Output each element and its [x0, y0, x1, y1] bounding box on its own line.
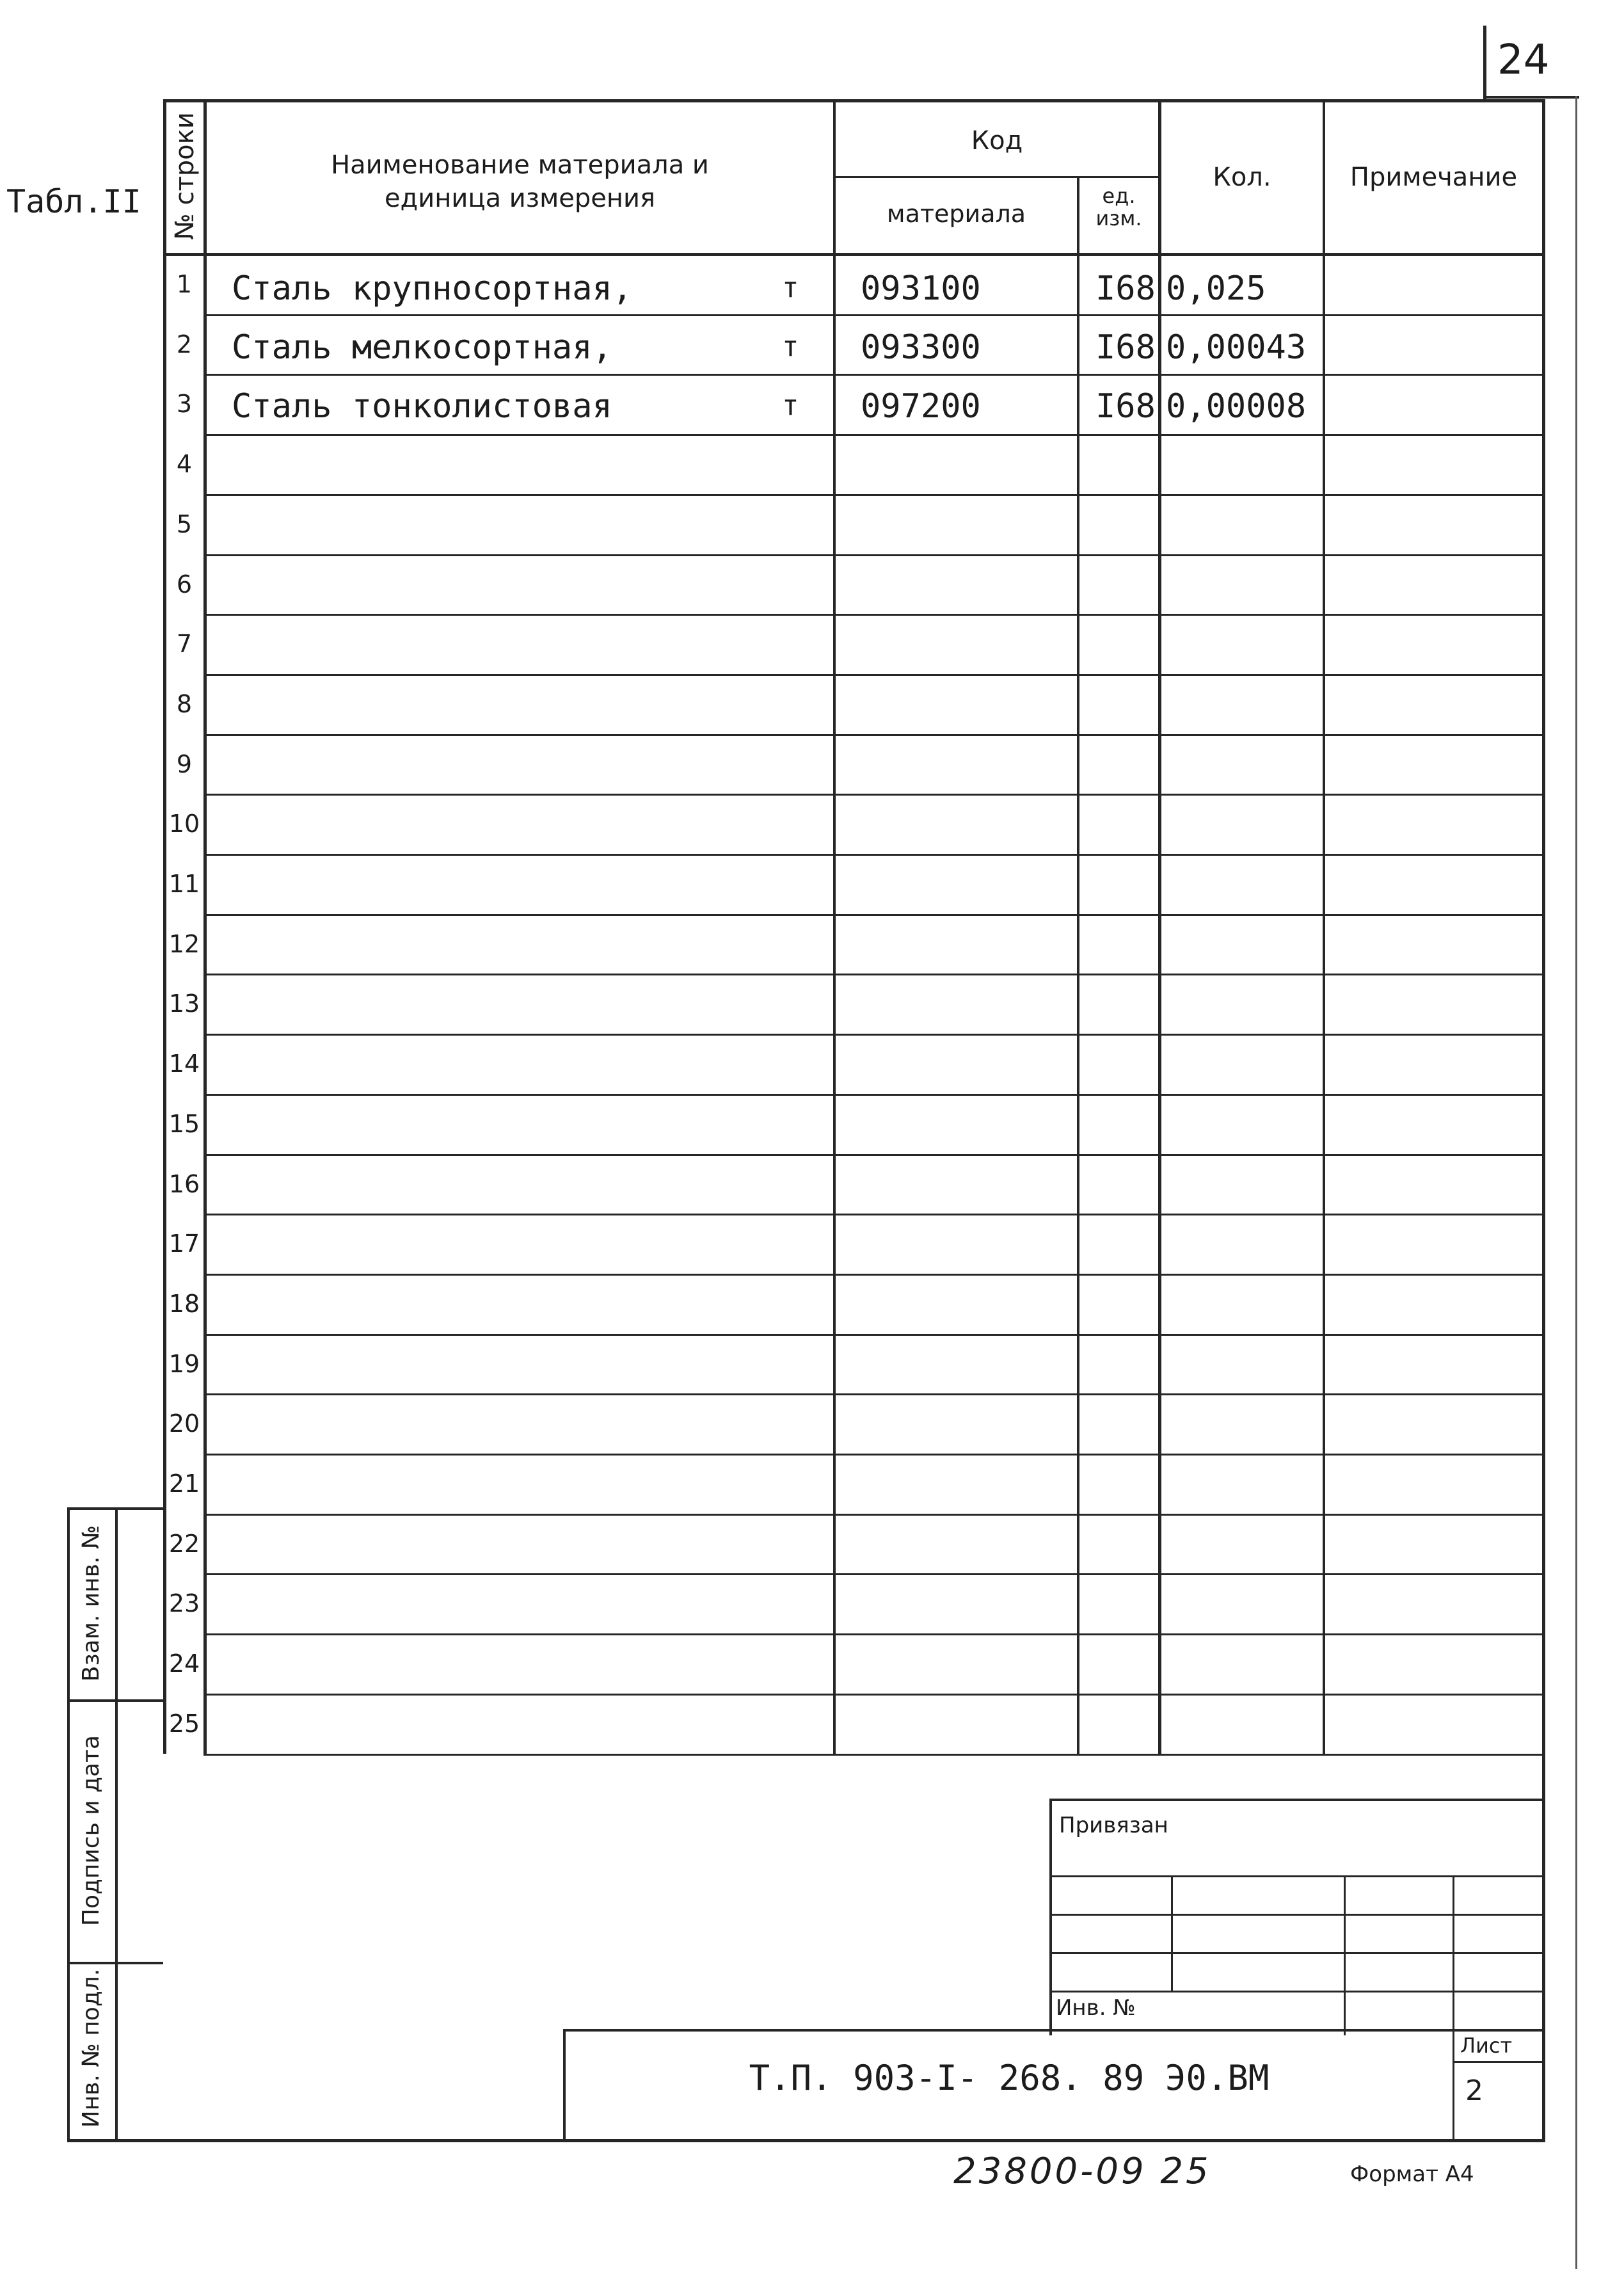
- stamp-top: [1049, 1799, 1545, 1801]
- stamp-line-3: [1049, 1952, 1545, 1954]
- header-name-line2: единица измерения: [384, 184, 656, 213]
- row-number: 11: [168, 870, 200, 898]
- row-number: 6: [176, 570, 193, 598]
- row-number: 3: [176, 390, 193, 418]
- qty-column-border: [1323, 99, 1325, 1754]
- sheet-label-divider: [1453, 2061, 1545, 2063]
- stamp-line-4: [1049, 1991, 1545, 1992]
- row-number: 22: [168, 1530, 200, 1558]
- row-divider: [203, 614, 1545, 616]
- row-divider: [203, 1393, 1545, 1395]
- row-2-unit-code: I68: [1095, 328, 1156, 367]
- row-number: 24: [168, 1649, 200, 1678]
- row-number: 9: [176, 750, 193, 778]
- side-stamp-left: [67, 1507, 70, 2141]
- row-divider: [203, 1034, 1545, 1036]
- row-number: 10: [168, 810, 200, 838]
- row-2-code: 093300: [861, 328, 981, 367]
- row-number: 4: [176, 450, 193, 478]
- row-divider: [203, 1154, 1545, 1156]
- header-material: материала: [886, 200, 1026, 228]
- row-divider: [203, 314, 1545, 316]
- row-number: 15: [168, 1110, 200, 1138]
- page-bottom-border: [67, 2139, 1545, 2142]
- row-divider: [203, 1514, 1545, 1516]
- right-margin-line: [1575, 96, 1577, 2269]
- header-unit-line1: ед.: [1102, 184, 1136, 208]
- code-subheader-divider: [833, 176, 1158, 178]
- row-divider: [203, 854, 1545, 856]
- row-divider: [203, 374, 1545, 376]
- sheet-number: 2: [1465, 2074, 1483, 2107]
- row-3-name: Сталь тонколистовая: [232, 387, 612, 426]
- stamp-col-1: [1171, 1875, 1173, 1991]
- row-number: 8: [176, 690, 193, 718]
- row-divider: [203, 1274, 1545, 1276]
- row-number: 21: [168, 1470, 200, 1498]
- table-right-border: [1542, 99, 1545, 2141]
- material-code-column-border: [1077, 176, 1079, 1754]
- header-name-line1: Наименование материала и: [331, 150, 709, 180]
- header-unit-line2: изм.: [1095, 206, 1142, 230]
- row-number-column-border: [203, 99, 207, 1754]
- page-number-divider: [1483, 26, 1486, 99]
- row-number: 16: [168, 1170, 200, 1198]
- header-bottom-border: [163, 253, 1545, 256]
- row-number: 23: [168, 1589, 200, 1617]
- row-number: 12: [168, 930, 200, 958]
- stamp-inv-label: Инв. №: [1056, 1995, 1136, 2021]
- row-divider: [203, 1334, 1545, 1336]
- stamp-col-2: [1344, 1875, 1346, 2035]
- row-3-qty: 0,00008: [1166, 387, 1307, 426]
- row-divider: [203, 914, 1545, 916]
- row-2-name: Сталь мелкосортная,: [232, 328, 612, 367]
- side-stamp-sep-1: [67, 1699, 163, 1702]
- stamp-linked-label: Привязан: [1059, 1813, 1168, 1838]
- header-code: Код: [971, 126, 1023, 156]
- row-number: 19: [168, 1350, 200, 1378]
- row-divider: [203, 794, 1545, 796]
- row-1-qty: 0,025: [1166, 269, 1266, 308]
- row-divider: [203, 554, 1545, 556]
- table-top-border: [163, 99, 1545, 102]
- table-reference: Табл.II: [6, 183, 141, 220]
- row-3-code: 097200: [861, 387, 981, 426]
- row-divider: [203, 1094, 1545, 1096]
- row-divider: [203, 974, 1545, 975]
- header-note: Примечание: [1349, 163, 1518, 192]
- row-divider: [203, 1754, 1545, 1756]
- row-divider: [203, 1633, 1545, 1635]
- row-number: 20: [168, 1409, 200, 1438]
- row-divider: [203, 434, 1545, 436]
- row-1-name: Сталь крупносортная,: [232, 269, 633, 308]
- page-number-underline: [1483, 96, 1579, 99]
- row-number: 13: [168, 990, 200, 1018]
- row-divider: [203, 1573, 1545, 1575]
- row-number: 7: [176, 630, 193, 658]
- side-stamp-divider: [115, 1507, 118, 2141]
- side-stamp-sep-2: [67, 1962, 163, 1964]
- sheet-label: Лист: [1460, 2033, 1513, 2058]
- row-1-unit-code: I68: [1095, 269, 1156, 308]
- row-divider: [203, 494, 1545, 496]
- row-number: 25: [168, 1710, 200, 1738]
- row-1-code: 093100: [861, 269, 981, 308]
- unit-code-column-border: [1158, 99, 1161, 1754]
- side-stamp-orig-inv: Инв. № подл.: [78, 1968, 104, 2128]
- designation-top: [563, 2029, 1545, 2032]
- stamp-left: [1049, 1799, 1052, 2035]
- format-label: Формат A4: [1350, 2161, 1474, 2187]
- row-divider: [203, 1694, 1545, 1696]
- row-divider: [203, 1214, 1545, 1215]
- document-code: Т.П. 903-I- 268. 89 Э0.ВМ: [749, 2058, 1270, 2098]
- side-stamp-sign-date: Подпись и дата: [78, 1735, 104, 1927]
- row-2-qty: 0,00043: [1166, 328, 1307, 367]
- row-1-unit: т: [782, 271, 799, 304]
- row-divider: [203, 734, 1545, 736]
- row-3-unit-code: I68: [1095, 387, 1156, 426]
- stamp-line-2: [1049, 1914, 1545, 1916]
- row-divider: [203, 674, 1545, 676]
- header-row-number: № строки: [170, 112, 200, 240]
- header-qty: Кол.: [1213, 163, 1271, 192]
- row-number: 14: [168, 1050, 200, 1078]
- row-number: 2: [176, 330, 193, 358]
- row-number: 18: [168, 1290, 200, 1318]
- row-number: 17: [168, 1230, 200, 1258]
- name-column-border: [833, 99, 836, 1754]
- stamp-line-1: [1049, 1875, 1545, 1877]
- side-stamp-replace-inv: Взам. инв. №: [78, 1525, 104, 1682]
- row-number: 1: [176, 270, 193, 298]
- row-number: 5: [176, 510, 193, 538]
- row-3-unit: т: [782, 389, 799, 422]
- row-2-unit: т: [782, 330, 799, 363]
- page-number: 24: [1497, 36, 1550, 84]
- row-divider: [203, 1454, 1545, 1455]
- order-number: 23800-09 25: [953, 2151, 1211, 2192]
- stamp-col-3: [1453, 1875, 1454, 2141]
